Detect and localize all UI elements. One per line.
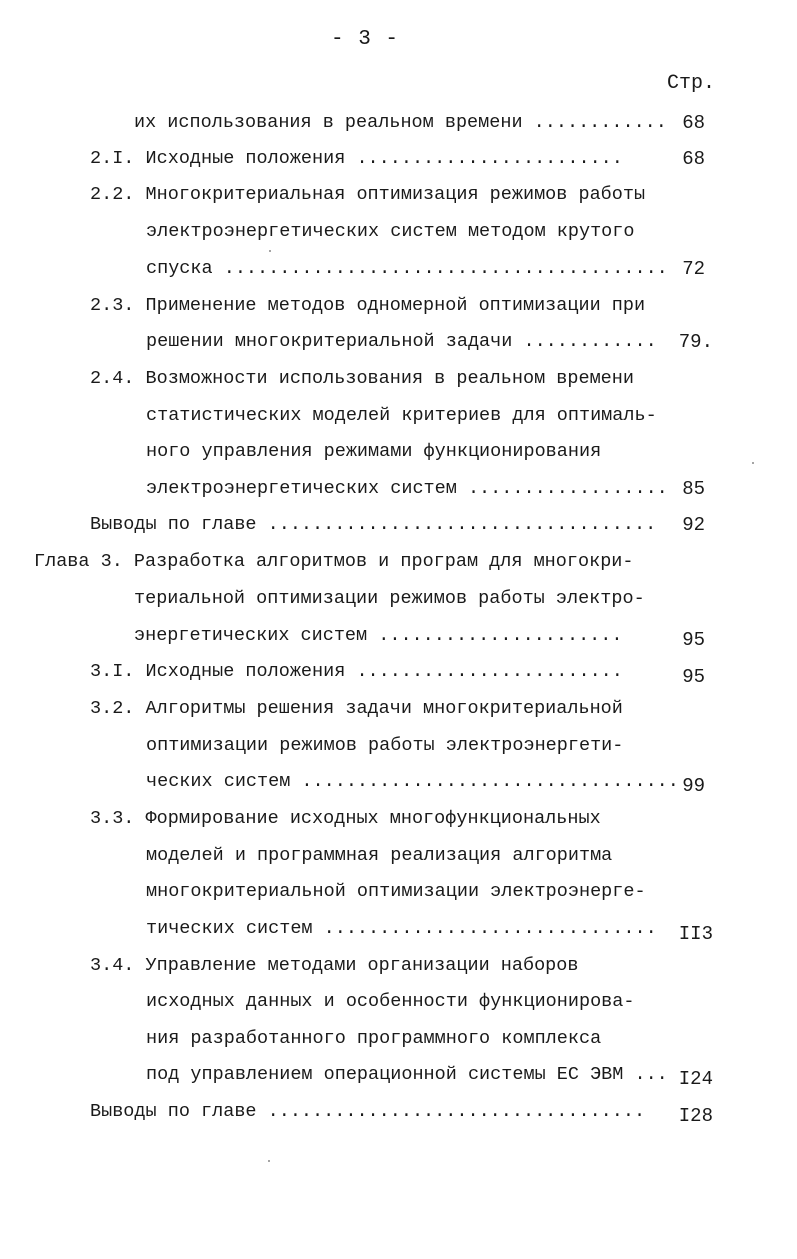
- toc-line: 2.I. Исходные положения ........................: [90, 148, 623, 169]
- toc-line: оптимизации режимов работы электроэнергети-: [146, 735, 624, 756]
- toc-line: электроэнергетических систем ..................: [146, 478, 668, 499]
- toc-line: ческих систем ..................................: [146, 771, 679, 792]
- scan-speck: [752, 462, 754, 464]
- toc-line: ного управления режимами функционирования: [146, 441, 602, 462]
- toc-page: II3: [678, 923, 713, 945]
- toc-line: 3.4. Управление методами организации наборов: [90, 955, 579, 976]
- toc-page: 95: [682, 666, 705, 688]
- toc-line: 3.2. Алгоритмы решения задачи многокритериальной: [90, 698, 623, 719]
- toc-line: тических систем ..............................: [146, 918, 657, 939]
- toc-line: решении многокритериальной задачи ............: [146, 331, 657, 352]
- toc-page: 79.: [678, 331, 713, 353]
- toc-line: 3.3. Формирование исходных многофункциональных: [90, 808, 601, 829]
- toc-line: исходных данных и особенности функционирова-: [146, 991, 635, 1012]
- toc-page: 72: [682, 258, 705, 280]
- toc-page: 68: [682, 112, 705, 134]
- toc-page: 68: [682, 148, 705, 170]
- toc-line: Глава 3. Разработка алгоритмов и програм для многокри-: [34, 551, 634, 572]
- toc-line: многокритериальной оптимизации электроэнерге-: [146, 881, 646, 902]
- toc-page: 95: [682, 629, 705, 651]
- page-number: - 3 -: [330, 28, 399, 51]
- toc-page: 85: [682, 478, 705, 500]
- toc-line: под управлением операционной системы ЕС ЭВМ ...: [146, 1064, 668, 1085]
- toc-page: I24: [678, 1068, 713, 1090]
- page-column-label: Стр.: [666, 72, 715, 95]
- toc-line: 2.3. Применение методов одномерной оптимизации при: [90, 295, 646, 316]
- toc-page: 99: [682, 775, 705, 797]
- scan-speck: [269, 250, 271, 252]
- toc-line: их использования в реальном времени ............: [134, 112, 667, 133]
- toc-line: 2.4. Возможности использования в реальном времени: [90, 368, 634, 389]
- toc-line: статистических моделей критериев для оптималь-: [146, 405, 657, 426]
- toc-line: энергетических систем ......................: [134, 625, 623, 646]
- toc-line: Выводы по главе ...................................: [90, 514, 657, 535]
- toc-line: моделей и программная реализация алгоритма: [146, 845, 613, 866]
- toc-line: териальной оптимизации режимов работы электро-: [134, 588, 645, 609]
- toc-line: спуска ........................................: [146, 258, 668, 279]
- toc-line: электроэнергетических систем методом крутого: [146, 221, 635, 242]
- toc-page: 92: [682, 514, 705, 536]
- toc-line: ния разработанного программного комплекса: [146, 1028, 602, 1049]
- toc-line: 3.I. Исходные положения ........................: [90, 661, 623, 682]
- toc-line: Выводы по главе ..................................: [90, 1101, 646, 1122]
- scan-speck: [268, 1160, 270, 1162]
- toc-line: 2.2. Многокритериальная оптимизация режимов работы: [90, 184, 646, 205]
- toc-page: I28: [678, 1105, 713, 1127]
